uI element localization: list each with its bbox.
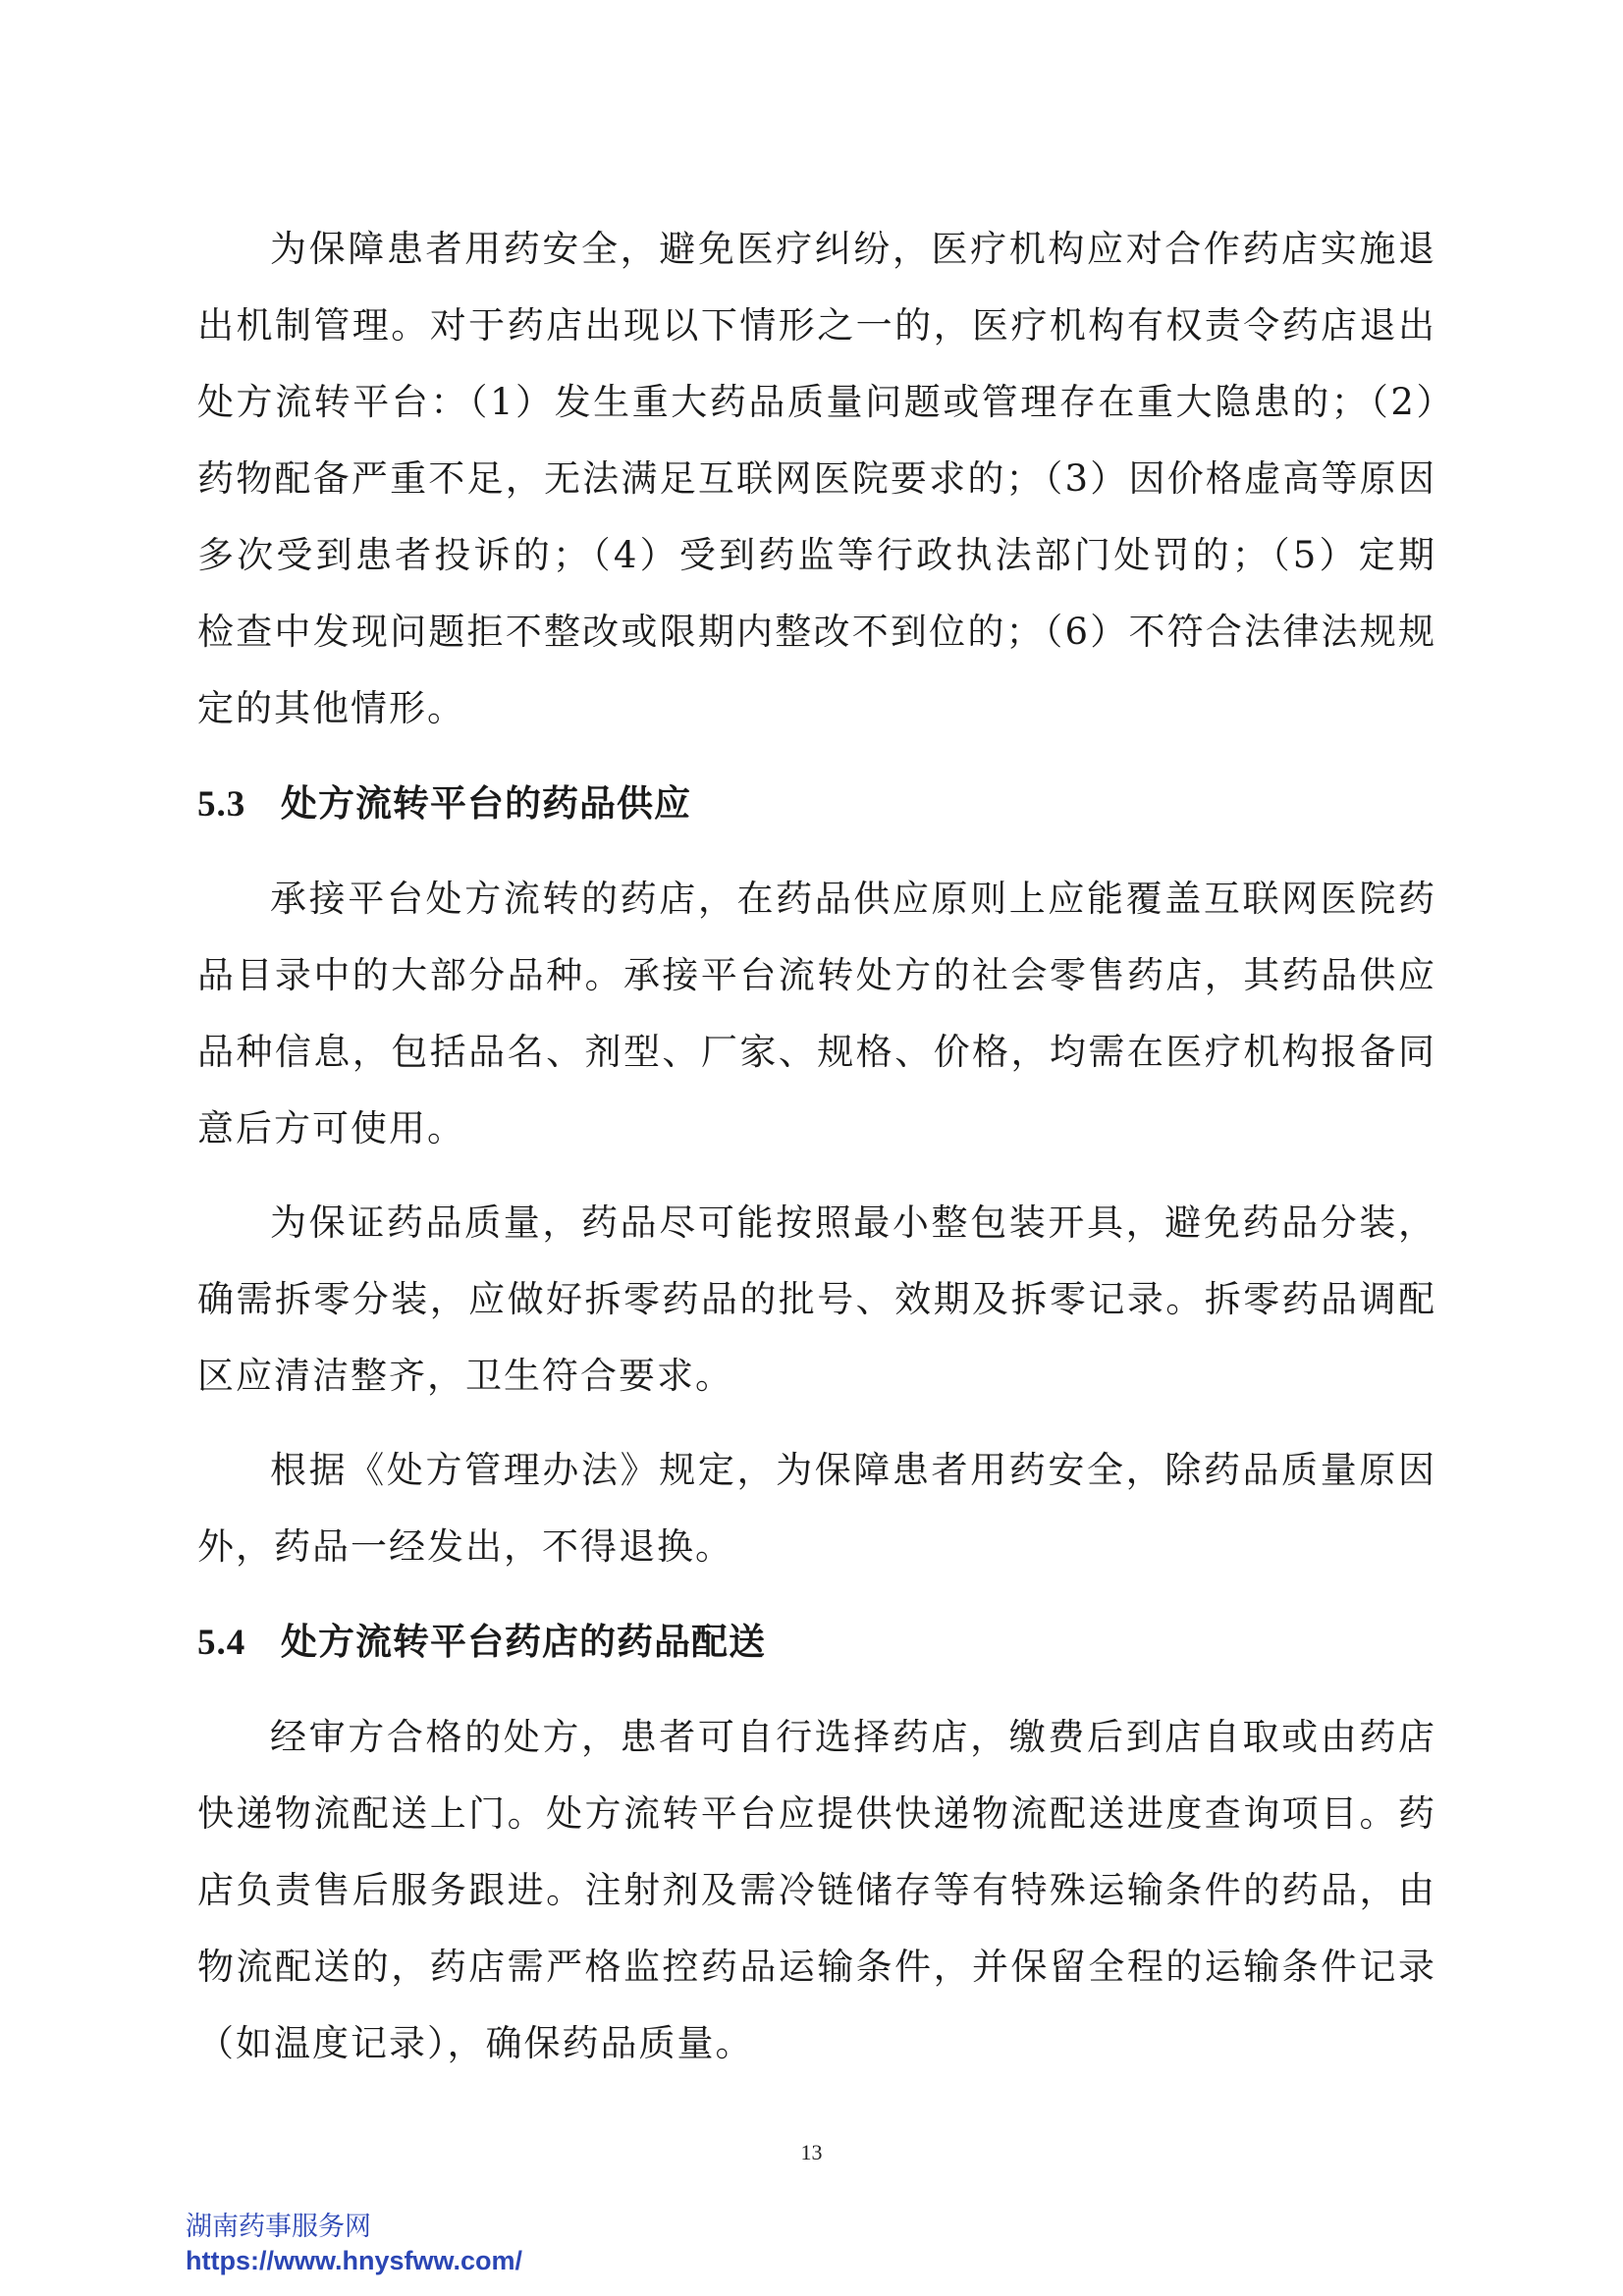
- paragraph-no-return: 根据《处方管理办法》规定，为保障患者用药安全，除药品质量原因外，药品一经发出，不得退换。: [197, 1449, 1436, 1568]
- footer-site-name: 湖南药事服务网: [186, 2212, 371, 2242]
- page-body: [197, 211, 1436, 2082]
- paragraph-drug-supply: 承接平台处方流转的药店，在药品供应原则上应能覆盖互联网医院药品目录中的大部分品种。承接平台流转处方的社会零售药店，其药品供应品种信息，包括品名、剂型、厂家、规格、价格，均需在医疗机构报备同意后方可使用。: [197, 878, 1436, 1149]
- section-heading-5-4: [197, 1603, 1436, 1682]
- section-title: 处方流转平台药店的药品配送: [281, 1620, 766, 1663]
- section-number: 5.3: [197, 784, 246, 825]
- page-number: 13: [800, 2140, 823, 2164]
- section-heading-5-3: [197, 765, 1436, 843]
- section-number: 5.4: [197, 1623, 246, 1663]
- paragraph-drug-quality: 为保证药品质量，药品尽可能按照最小整包装开具，避免药品分装，确需拆零分装，应做好拆零药品的批号、效期及拆零记录。拆零药品调配区应清洁整齐，卫生符合要求。: [197, 1201, 1436, 1397]
- paragraph-delivery: 经审方合格的处方，患者可自行选择药店，缴费后到店自取或由药店快递物流配送上门。处方流转平台应提供快递物流配送进度查询项目。药店负责售后服务跟进。注射剂及需冷链储存等有特殊运输条件的药品，由物流配送的，药店需严格监控药品运输条件，并保留全程的运输条件记录（如温度记录），确保药品质量。: [197, 1716, 1436, 2064]
- footer-url-link[interactable]: https://www.hnysfww.com/: [186, 2246, 523, 2275]
- section-title: 处方流转平台的药品供应: [281, 781, 691, 825]
- paragraph-exit-mechanism: 为保障患者用药安全，避免医疗纠纷，医疗机构应对合作药店实施退出机制管理。对于药店出现以下情形之一的，医疗机构有权责令药店退出处方流转平台：（1）发生重大药品质量问题或管理存在重大隐患的；（2）药物配备严重不足，无法满足互联网医院要求的；（3）因价格虚高等原因多次受到患者投诉的；（4）受到药监等行政执法部门处罚的；（5）定期检查中发现问题拒不整改或限期内整改不到位的；（6）不符合法律法规规定的其他情形。: [197, 228, 1436, 729]
